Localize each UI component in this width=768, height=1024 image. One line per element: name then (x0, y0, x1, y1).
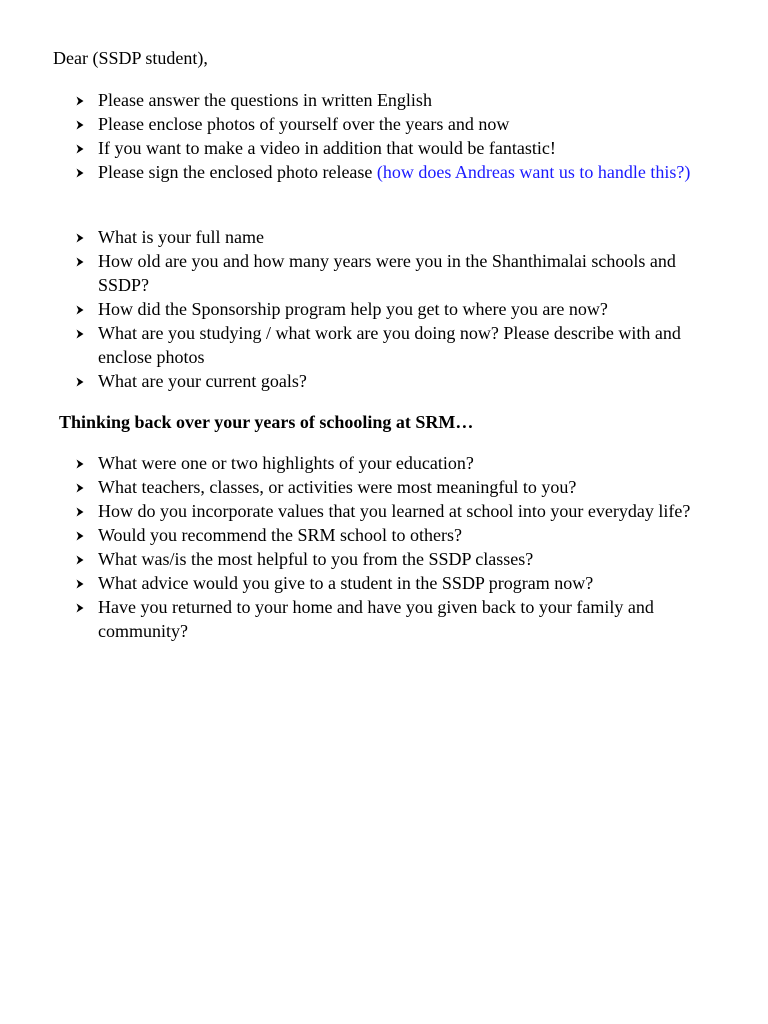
instructions-list (0, 88, 768, 184)
salutation: Dear (SSDP student), (53, 48, 208, 68)
question-text: What are your current goals? (98, 371, 307, 391)
general-questions-list (0, 225, 768, 393)
list-item (0, 499, 768, 523)
instruction-text: Please sign the enclosed photo release (98, 162, 377, 182)
list-item (0, 88, 768, 112)
arrowhead-bullet-icon (76, 531, 84, 541)
arrowhead-bullet-icon (76, 96, 84, 106)
arrowhead-bullet-icon (76, 377, 84, 387)
question-text: How old are you and how many years were you in the Shanthimalai schools and SSDP? (98, 251, 676, 295)
list-item (0, 523, 768, 547)
schooling-questions-list (0, 451, 768, 643)
arrowhead-bullet-icon (76, 483, 84, 493)
list-item (0, 595, 768, 643)
arrowhead-bullet-icon (76, 507, 84, 517)
question-text: What advice would you give to a student in the SSDP program now? (98, 573, 594, 593)
arrowhead-bullet-icon (76, 144, 84, 154)
question-text: Would you recommend the SRM school to others? (98, 525, 462, 545)
arrowhead-bullet-icon (76, 120, 84, 130)
arrowhead-bullet-icon (76, 233, 84, 243)
question-text: What teachers, classes, or activities were most meaningful to you? (98, 477, 577, 497)
arrowhead-bullet-icon (76, 257, 84, 267)
list-item (0, 297, 768, 321)
list-item (0, 547, 768, 571)
question-text: How do you incorporate values that you learned at school into your everyday life? (98, 501, 691, 521)
list-item (0, 451, 768, 475)
arrowhead-bullet-icon (76, 305, 84, 315)
instruction-text: If you want to make a video in addition that would be fantastic! (98, 138, 556, 158)
instruction-text: Please enclose photos of yourself over the years and now (98, 114, 510, 134)
question-text: Have you returned to your home and have you given back to your family and community? (98, 597, 654, 641)
instruction-text: Please answer the questions in written English (98, 90, 432, 110)
arrowhead-bullet-icon (76, 168, 84, 178)
list-item (0, 225, 768, 249)
list-item (0, 475, 768, 499)
question-text: What were one or two highlights of your education? (98, 453, 474, 473)
question-text: What are you studying / what work are you doing now? Please describe with and enclose photos (98, 323, 681, 367)
editor-note: (how does Andreas want us to handle this?) (376, 162, 691, 182)
arrowhead-bullet-icon (76, 603, 84, 613)
arrowhead-bullet-icon (76, 555, 84, 565)
list-item (0, 160, 768, 184)
list-item (0, 321, 768, 369)
list-item (0, 571, 768, 595)
question-text: How did the Sponsorship program help you get to where you are now? (98, 299, 608, 319)
question-text: What was/is the most helpful to you from the SSDP classes? (98, 549, 534, 569)
list-item (0, 369, 768, 393)
arrowhead-bullet-icon (76, 579, 84, 589)
list-item (0, 112, 768, 136)
section-heading: Thinking back over your years of schooling at SRM… (59, 412, 474, 432)
question-text: What is your full name (98, 227, 264, 247)
arrowhead-bullet-icon (76, 459, 84, 469)
arrowhead-bullet-icon (76, 329, 84, 339)
list-item (0, 249, 768, 297)
list-item (0, 136, 768, 160)
